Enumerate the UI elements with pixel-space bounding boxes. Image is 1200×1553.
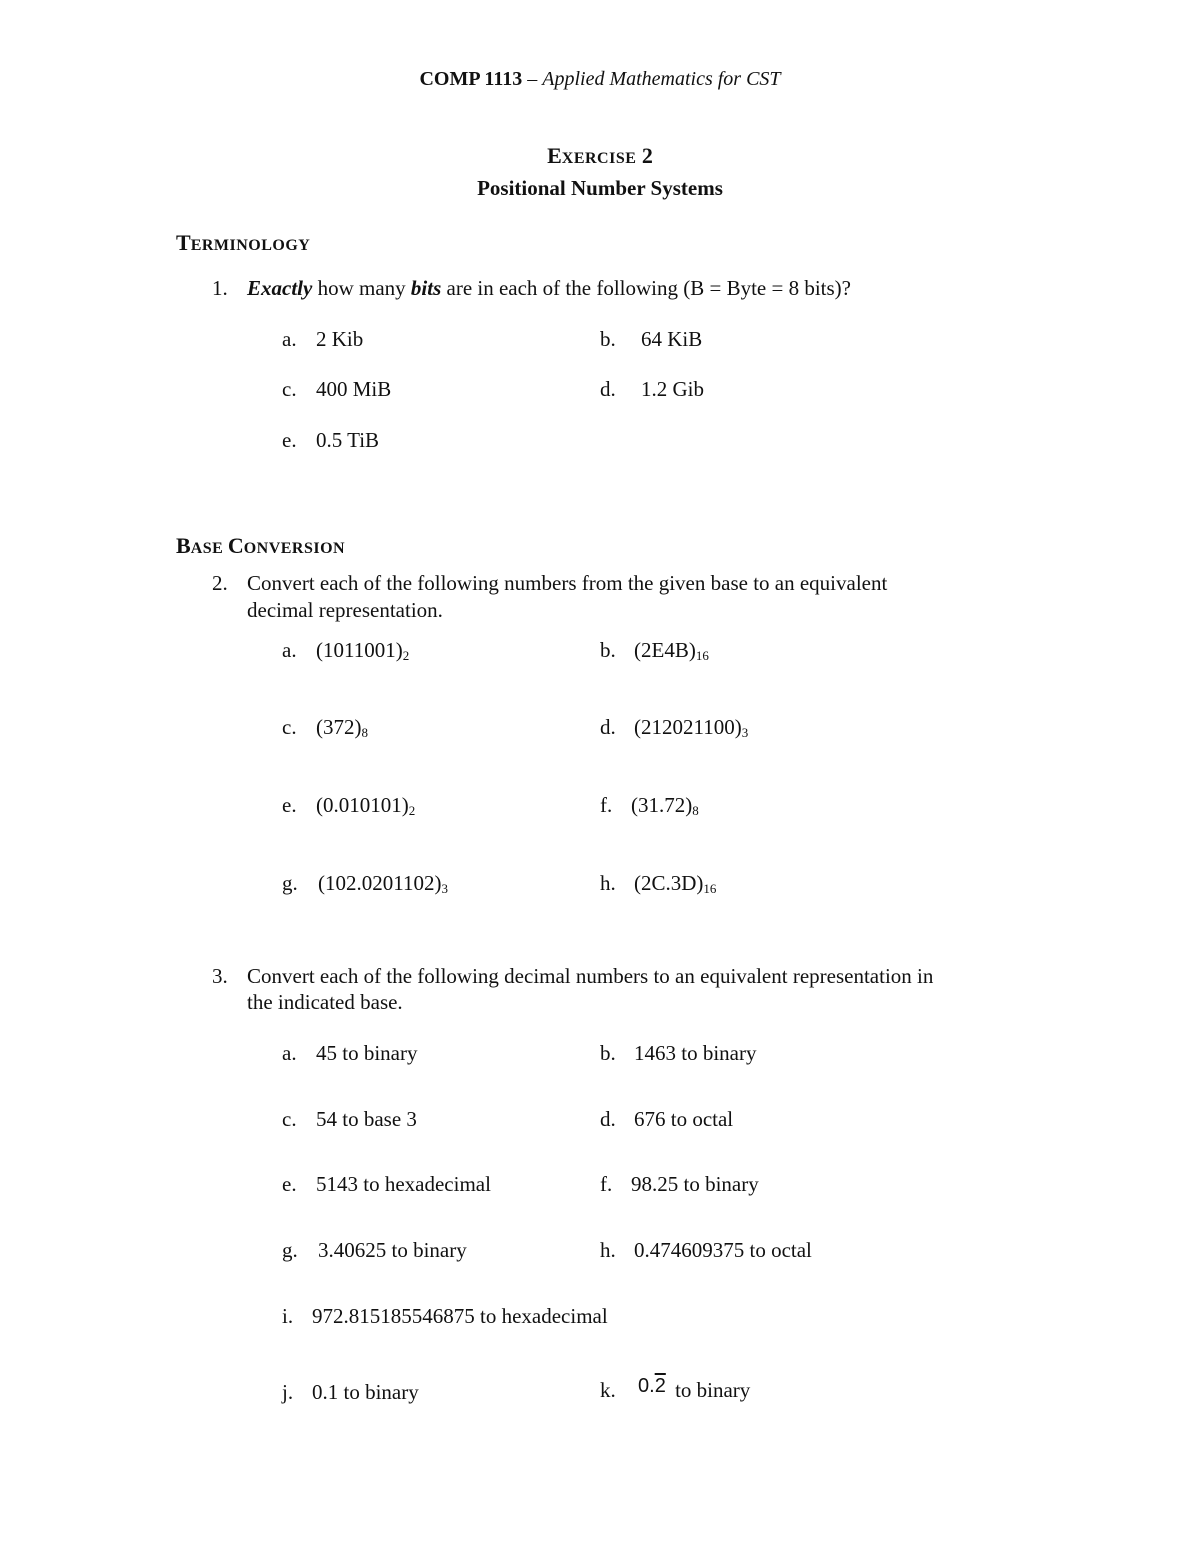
- section-base-conversion: BASE CONVERSION: [176, 533, 346, 558]
- q3-item-d: d. 676 to octal: [600, 1107, 734, 1131]
- question-number: 2.: [212, 571, 228, 595]
- q3-item-b: b. 1463 to binary: [600, 1041, 757, 1065]
- exercise-subtitle: Positional Number Systems: [477, 176, 723, 200]
- q3-item-f: f. 98.25 to binary: [600, 1172, 759, 1196]
- q1-item-c: c. 400 MiB: [282, 377, 392, 401]
- section-terminology: TERMINOLOGY: [176, 230, 311, 255]
- q2-item-e: e. $(0.010101)_2$: [282, 793, 416, 818]
- q3-item-a: a. 45 to binary: [282, 1041, 418, 1065]
- q3-item-j: j. 0.1 to binary: [282, 1380, 419, 1404]
- question-number: 3.: [212, 964, 228, 988]
- q1-item-d: d. 1.2 Gib: [600, 377, 704, 401]
- repeating-digit: 2: [654, 1375, 666, 1397]
- question-2-cont: decimal representation.: [247, 598, 443, 622]
- q3-item-e: e. 5143 to hexadecimal: [282, 1172, 491, 1196]
- q3-item-g: g. 3.40625 to binary: [282, 1238, 467, 1262]
- q3-item-i: i. 972.815185546875 to hexadecimal: [282, 1304, 608, 1328]
- course-code: COMP 1113: [419, 68, 523, 90]
- page-header: [0, 68, 1200, 91]
- course-title: Applied Mathematics for CST: [542, 68, 781, 90]
- q2-item-f: f. $(31.72)_8$: [600, 793, 699, 818]
- q2-item-b: b. $(2E4B)_{16}$: [600, 638, 709, 663]
- q2-item-a: a. $(1011001)_2$: [282, 638, 410, 663]
- q1-item-b: b. 64 KiB: [600, 327, 703, 351]
- q3-item-c: c. 54 to base 3: [282, 1107, 417, 1131]
- emphasis-bits: bits: [410, 276, 442, 300]
- header-dash: –: [522, 68, 543, 90]
- q2-item-h: h. $(2C.3D)_{16}$: [600, 871, 717, 896]
- q2-item-d: d. $(212021100)_3$: [600, 715, 749, 740]
- emphasis-exactly: Exactly: [247, 276, 313, 300]
- exercise-title: EXERCISE 2: [547, 143, 653, 168]
- question-1: 1. Exactly how many bits are in each of the following (B = Byte = 8 bits)?: [212, 276, 851, 300]
- question-2: 2. Convert each of the following numbers from the given base to an equivalent: [212, 571, 888, 595]
- q3-item-h: h. 0.474609375 to octal: [600, 1238, 812, 1262]
- question-number: 1.: [212, 276, 228, 300]
- question-3-cont: the indicated base.: [247, 990, 403, 1014]
- q1-item-e: e. 0.5 TiB: [282, 428, 380, 452]
- q2-item-c: c. $(372)_8$: [282, 715, 368, 740]
- q2-item-g: g. $(102.0201102)_3$: [282, 871, 448, 896]
- q3-item-k: k. 0.2 to binary: [600, 1375, 751, 1402]
- question-3: 3. Convert each of the following decimal numbers to an equivalent representation in: [212, 964, 934, 988]
- q1-item-a: a. 2 Kib: [282, 327, 364, 351]
